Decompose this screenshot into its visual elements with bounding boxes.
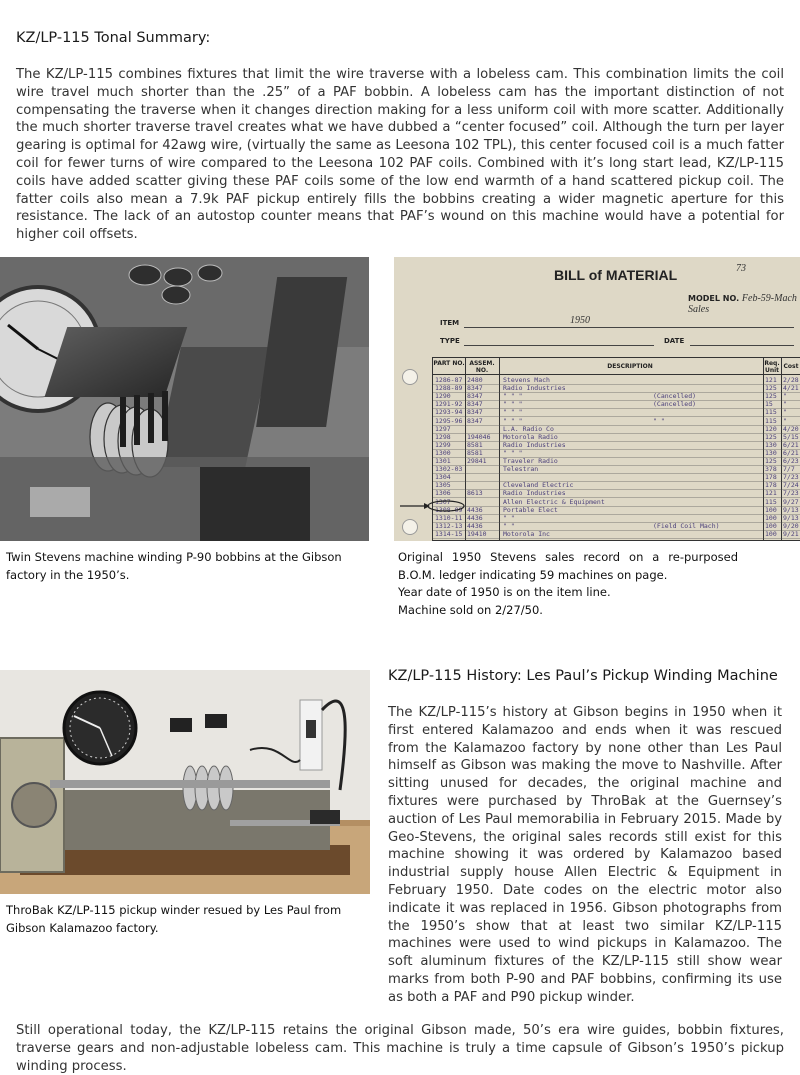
bom-cell-assem: 8347	[467, 416, 483, 425]
bom-col-desc: DESCRIPTION	[607, 363, 653, 370]
bom-cell-req: 125	[765, 384, 777, 393]
bom-cell-cost: 6/21	[783, 440, 799, 449]
bom-cell-req: 178	[765, 481, 777, 490]
bom-cell-part: 1288-89	[435, 384, 463, 393]
bom-cell-desc: Radio Industries	[503, 384, 566, 393]
bom-cell-cost: 4/20	[783, 424, 799, 433]
bom-cell-assem: 19410	[467, 529, 487, 538]
history-title: KZ/LP-115 History: Les Paul’s Pickup Winding Machine	[388, 668, 778, 684]
bom-cell-assem: 29841	[467, 457, 487, 465]
bom-col-part: PART NO.	[433, 360, 465, 367]
bom-cell-cost: 5/15	[783, 432, 799, 441]
bom-cell-cost: 9/21	[783, 529, 799, 538]
bom-cell-assem: 4436	[467, 521, 483, 530]
bom-cell-desc: " "	[503, 513, 515, 522]
bom-cell-desc: Cleveland Electric	[503, 481, 574, 490]
bom-cell-part: 1308-09	[435, 505, 463, 514]
bom-caption-line1: Original 1950 Stevens sales record on a re-purposed B.O.M. ledger indicating 59 machines on page.	[398, 550, 738, 582]
bom-cell-req: 125	[765, 457, 777, 465]
bom-cell-desc: Portable Elect	[503, 505, 558, 514]
bom-cell-note: (Field Coil Mach)	[653, 521, 720, 530]
closing-paragraph: Still operational today, the KZ/LP-115 retains the original Gibson made, 50’s era wire guides, bobbin fixtures, traverse gears and non-adjustable lobeless cam. This machine is truly a time capsule of Gibson’s 1950’s pickup winding process.	[16, 1023, 784, 1074]
bom-cell-part: 1301	[435, 457, 451, 465]
bom-cell-req: 125	[765, 392, 777, 401]
bom-cell-assem: 8347	[467, 408, 483, 417]
bom-cell-assem: 8613	[467, 489, 483, 498]
bom-item-label: ITEM	[440, 319, 460, 327]
bom-cell-cost: 9/13	[783, 513, 799, 522]
bom-cell-req: 378	[765, 465, 777, 474]
bom-cell-cost: "	[783, 400, 787, 409]
bom-cell-part: 1305	[435, 481, 451, 490]
bom-cell-req: 100	[765, 521, 777, 530]
winder-photo	[0, 670, 370, 894]
bom-cell-cost: "	[783, 416, 787, 425]
bom-cell-cost: 7/23	[783, 473, 799, 482]
bom-cell-note: (Cancelled)	[653, 400, 697, 409]
bom-cell-cost: 2/28	[783, 376, 799, 384]
bom-cell-cost: "	[783, 408, 787, 417]
bom-cell-req: 130	[765, 448, 777, 457]
bom-cell-desc: " " "	[503, 408, 523, 417]
bom-col-req: Req. Unit	[764, 360, 780, 374]
bom-cell-part: 1307	[435, 497, 451, 506]
bom-type-label: TYPE	[440, 337, 460, 345]
bom-cell-assem: 8347	[467, 392, 483, 401]
bom-cell-assem: 8581	[467, 440, 483, 449]
bom-cell-desc: Traveler Radio	[503, 457, 558, 465]
bom-cell-part: 1312-13	[435, 521, 463, 530]
bom-cell-cost: 6/21	[783, 448, 799, 457]
bom-cell-assem: 4436	[467, 513, 483, 522]
bom-cell-part: 1297	[435, 424, 451, 433]
bom-cell-req: 120	[765, 424, 777, 433]
bom-cell-part: 1293-94	[435, 408, 463, 417]
bom-model-value: Feb-59-Mach Sales	[688, 293, 797, 315]
bom-cell-part: 1302-03	[435, 465, 463, 474]
bom-cell-req: 100	[765, 513, 777, 522]
bom-cell-note: " "	[653, 416, 665, 425]
bom-cell-part: 1310-11	[435, 513, 463, 522]
bom-cell-req: 115	[765, 416, 777, 425]
bom-cell-assem: 8347	[467, 384, 483, 393]
bom-cell-desc: " "	[503, 521, 515, 530]
bom-cell-assem: 194046	[467, 432, 491, 441]
bom-caption-line3: Machine sold on 2/27/50.	[398, 602, 543, 617]
factory-photo-caption: Twin Stevens machine winding P-90 bobbins at the Gibson factory in the 1950’s.	[6, 550, 342, 582]
bom-cell-desc: Radio Industries	[503, 440, 566, 449]
bom-cell-desc: " " "	[503, 448, 523, 457]
bom-cell-part: 1304	[435, 473, 451, 482]
bom-cell-desc: Motorola Radio	[503, 432, 558, 441]
bom-title: BILL of MATERIAL	[554, 267, 678, 283]
winder-photo-caption: ThroBak KZ/LP-115 pickup winder resued by Les Paul from Gibson Kalamazoo factory.	[6, 903, 342, 935]
bom-cell-part: 1299	[435, 440, 451, 449]
bom-cell-req: 178	[765, 473, 777, 482]
bom-cell-cost: 7/24	[783, 481, 799, 490]
bom-cell-desc: " " "	[503, 416, 523, 425]
bom-cell-desc: Motorola Inc	[503, 529, 550, 538]
bom-caption-line2: Year date of 1950 is on the item line.	[398, 585, 611, 599]
bom-cell-part: 1286-87	[435, 376, 463, 384]
bom-cell-part: 1290	[435, 392, 451, 401]
factory-photo	[0, 257, 369, 541]
bom-cell-req: 100	[765, 529, 777, 538]
bom-cell-cost: 7/23	[783, 489, 799, 498]
bom-cell-assem: 2480	[467, 376, 483, 384]
bom-cell-cost: 4/21	[783, 384, 799, 393]
bom-cell-note: (Cancelled)	[653, 392, 697, 401]
bom-cell-cost: 6/23	[783, 457, 799, 465]
bom-cell-part: 1298	[435, 432, 451, 441]
bom-cell-desc: Telestran	[503, 465, 539, 474]
bom-corner-note: 73	[736, 263, 746, 274]
bom-model-label: MODEL NO. Feb-59-Mach Sales	[688, 293, 797, 315]
bom-cell-assem: 8581	[467, 448, 483, 457]
bom-cell-part: 1306	[435, 489, 451, 498]
bom-cell-desc: " " "	[503, 392, 523, 401]
bom-cell-cost: 7/7	[783, 465, 795, 474]
summary-paragraph: The KZ/LP-115 combines fixtures that limit the wire traverse with a lobeless cam. This combination limits the coil wire travel much shorter than the .25” of a PAF bobbin. A lobeless cam has the important distinction of not compensating the traverse when it changes direction making for a less uniform coil with more scatter. Additionally the much shorter traverse travel creates what we have dubbed a “center focused” coil. Although the turn per layer gearing is optimal for 42awg wire, (virtually the same as Leesona 102 TPL), this center focused coil is a much fatter coil for fewer turns of wire compared to the Leesona 102 PAF coils. Combined with it’s long start lead, KZ/LP-115 coils have added scatter giving these PAF coils some of the low end warmth of a hand scattered pickup coil. The fatter coils also mean a 7.9k PAF pickup entirely fills the bobbins creating a wider magnetic aperture for this resistance. The lack of an autostop counter means that PAF’s wound on this machine would have a potential for higher coil offsets.	[16, 67, 784, 243]
history-paragraph: The KZ/LP-115’s history at Gibson begins in 1950 when it first entered Kalamazoo and ends when it was rescued from the Kalamazoo factory by none other than Les Paul himself as Gibson was making the move to Nashville. After sitting unused for decades, the original machine and fixtures were purchased by ThroBak at the Guernsey’s auction of Les Paul memorabilia in February 2015. Made by Geo-Stevens, the original sales records still exist for this machine showing it was ordered by Kalamazoo based industrial supply house Allen Electric & Equipment in February 1950. Date codes on the electric motor also indicate it was replaced in 1956. Gibson photographs from the 1950’s show that at least two similar KZ/LP-115 machines were used to wind pickups in Kalamazoo. The soft aluminum fixtures of the KZ/LP-115 still show wear marks from both P-90 and PAF bobbins, confirming its use as both a PAF and P90 pickup winder.	[388, 705, 782, 1005]
bom-caption	[398, 549, 738, 619]
bom-col-assem: ASSEM. NO.	[469, 360, 495, 374]
summary-title: KZ/LP-115 Tonal Summary:	[16, 30, 211, 46]
bom-ledger-photo	[394, 257, 800, 541]
bom-cell-desc: Allen Electric & Equipment	[503, 497, 605, 506]
bom-cell-req: 121	[765, 489, 777, 498]
bom-cell-part: 1295-96	[435, 416, 463, 425]
bom-item-value: 1950	[570, 315, 590, 326]
bom-cell-assem: 4436	[467, 505, 483, 514]
bom-cell-part: 1300	[435, 448, 451, 457]
bom-cell-req: 115	[765, 408, 777, 417]
bom-date-label: DATE	[664, 337, 685, 345]
bom-cell-req: 100	[765, 505, 777, 514]
bom-cell-part: 1314-15	[435, 529, 463, 538]
bom-cell-desc: Radio Industries	[503, 489, 566, 498]
bom-cell-req: 130	[765, 440, 777, 449]
bom-cell-req: 115	[765, 497, 777, 506]
bom-col-cost: Cost	[783, 363, 799, 370]
bom-cell-desc: Stevens Mach	[503, 376, 550, 384]
bom-cell-assem: 8347	[467, 400, 483, 409]
bom-cell-desc: " " "	[503, 400, 523, 409]
bom-cell-req: 125	[765, 432, 777, 441]
bom-cell-cost: 9/27	[783, 497, 799, 506]
bom-cell-req: 15	[765, 400, 773, 409]
bom-cell-cost: "	[783, 392, 787, 401]
bom-cell-cost: 9/13	[783, 505, 799, 514]
bom-cell-req: 121	[765, 376, 777, 384]
bom-cell-cost: 9/20	[783, 521, 799, 530]
bom-cell-part: 1291-92	[435, 400, 463, 409]
bom-cell-desc: L.A. Radio Co	[503, 424, 554, 433]
